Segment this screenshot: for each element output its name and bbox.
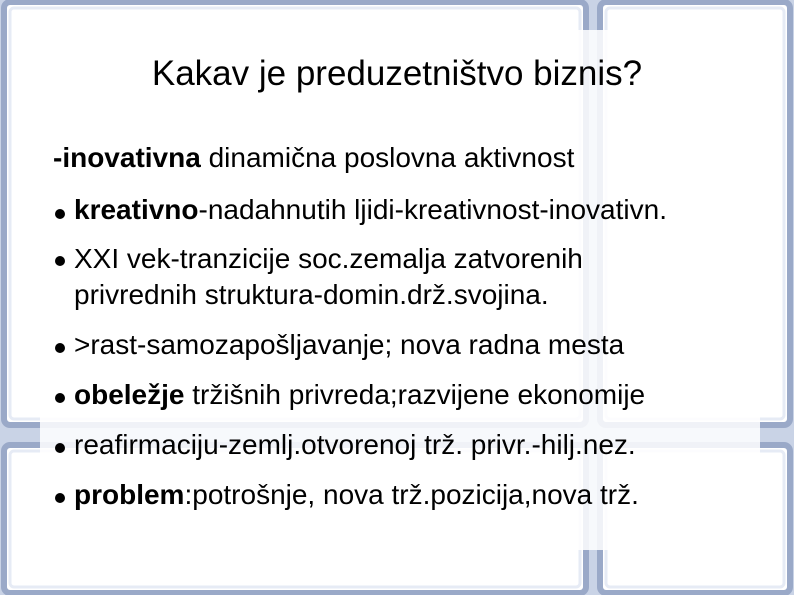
bullet-text: :potrošnje, nova trž.pozicija,nova trž. bbox=[184, 479, 639, 510]
bullet-text: -nadahnutih ljidi-kreativnost-inovativn. bbox=[198, 194, 667, 225]
bullet-bold: problem bbox=[74, 479, 185, 510]
bullet-item bbox=[74, 378, 645, 412]
bullet-bold: kreativno bbox=[74, 194, 199, 225]
bullet-text: >rast-samozapošljavanje; nova radna mesta bbox=[74, 329, 625, 360]
bullet-item bbox=[74, 428, 636, 462]
bullet-dot-icon bbox=[55, 493, 65, 503]
bullet-text: reafirmaciju-zemlj.otvorenoj trž. privr.-hilj.nez. bbox=[74, 429, 636, 460]
bullet-text: privrednih struktura-domin.drž.svojina. bbox=[74, 279, 549, 310]
bullet-dot-icon bbox=[55, 209, 65, 219]
slide-title: Kakav je preduzetništvo biznis? bbox=[151, 54, 643, 93]
bullet-item bbox=[74, 242, 583, 276]
bullet-item bbox=[74, 193, 667, 227]
bullet-dot-icon bbox=[55, 443, 65, 453]
intro-text: dinamična poslovna aktivnost bbox=[200, 142, 575, 173]
bullet-item bbox=[74, 328, 624, 362]
bullet-bold: obeležje bbox=[74, 379, 185, 410]
bullet-dot-icon bbox=[55, 343, 65, 353]
intro-line bbox=[53, 140, 574, 176]
bullet-dot-icon bbox=[55, 256, 65, 266]
bullet-text: tržišnih privreda;razvijene ekonomije bbox=[184, 379, 646, 410]
bullet-item bbox=[74, 478, 639, 512]
intro-bold: -inovativna bbox=[53, 142, 201, 173]
bullet-dot-icon bbox=[55, 393, 65, 403]
bullet-text: XXI vek-tranzicije soc.zemalja zatvorenih bbox=[74, 243, 583, 274]
bullet-item-continuation bbox=[74, 278, 549, 312]
